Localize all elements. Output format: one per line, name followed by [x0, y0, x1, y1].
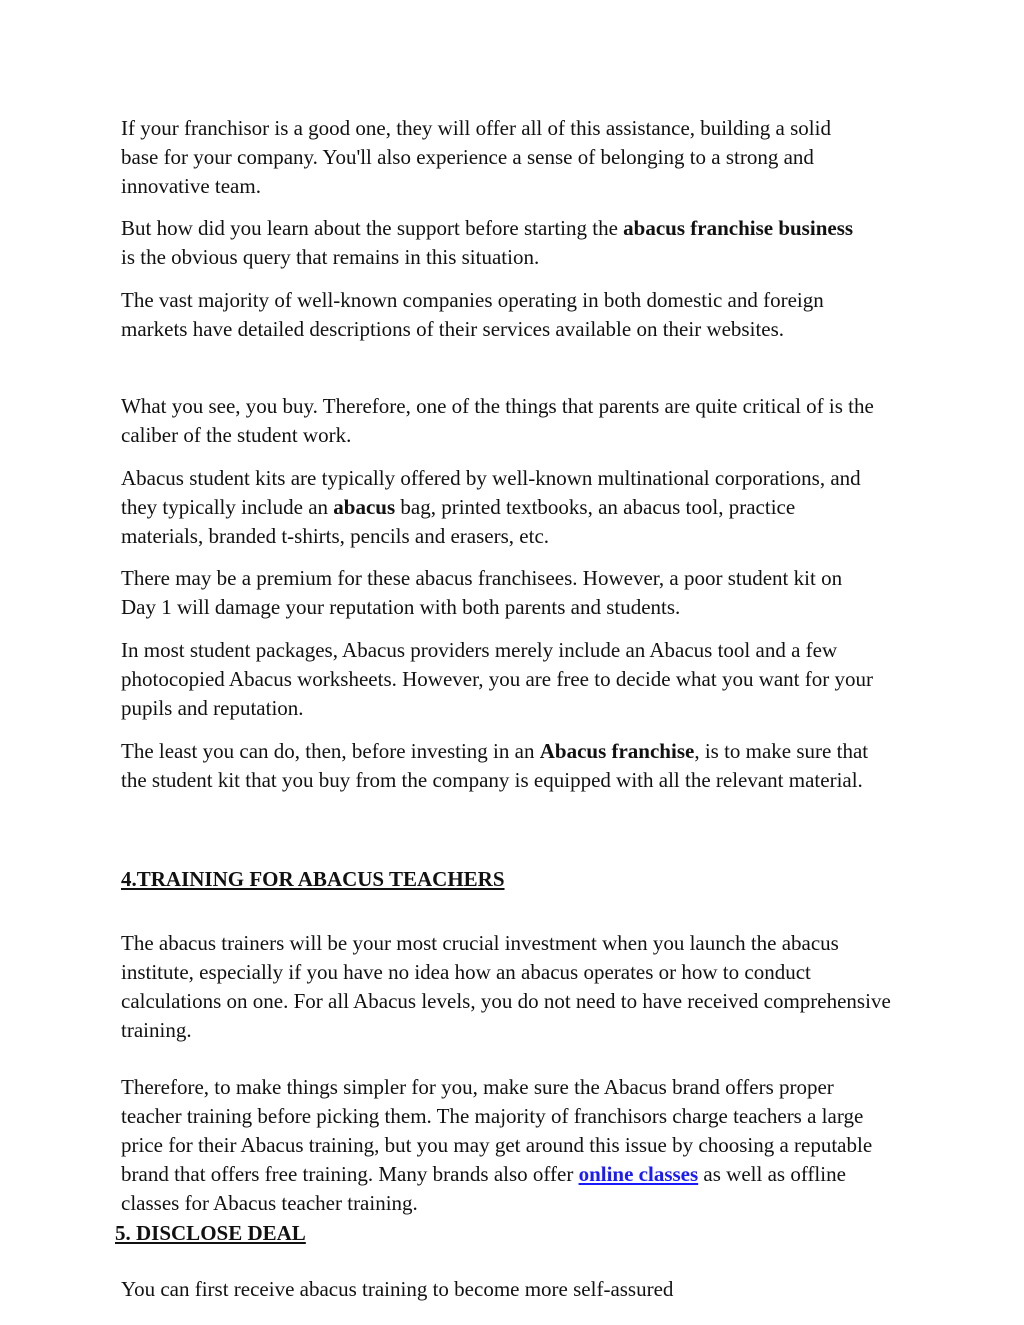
paragraph-text: is the obvious query that remains in this situation. — [121, 245, 540, 269]
paragraph-student-kits — [121, 464, 861, 551]
paragraph-text: , is to make sure that the student kit that you buy from the company is equipped with all the relevant material. — [121, 739, 869, 792]
paragraph-well-known-companies — [121, 286, 861, 344]
paragraph-franchisor-assistance — [121, 114, 861, 201]
paragraph-first-receive — [121, 1275, 881, 1304]
paragraph-what-you-see — [121, 392, 891, 450]
paragraph-text: There may be a premium for these abacus franchisees. However, a poor student kit on Day 1 will damage your reputation with both parents and students. — [121, 566, 843, 619]
bold-keyword: abacus franchise business — [623, 216, 854, 240]
bold-keyword: Abacus franchise — [539, 739, 695, 763]
paragraph-text: The abacus trainers will be your most crucial investment when you launch the abacus institute, especially if you have no idea how an abacus operates or how to conduct calculations on one. For all Abacus levels, you do not need to have received comprehensive training. — [121, 931, 891, 1042]
paragraph-text: The least you can do, then, before investing in an — [121, 739, 540, 763]
paragraph-least-you-can-do — [121, 737, 876, 795]
paragraph-student-packages — [121, 636, 876, 723]
bold-keyword: abacus — [333, 495, 396, 519]
section-heading-training: 4.TRAINING FOR ABACUS TEACHERS — [121, 867, 505, 891]
section-heading-disclose-deal: 5. DISCLOSE DEAL — [115, 1221, 306, 1245]
paragraph-text: bag, printed textbooks, an abacus tool, practice materials, branded t-shirts, pencils and erasers, etc. — [121, 495, 796, 548]
paragraph-text: If your franchisor is a good one, they will offer all of this assistance, building a solid base for your company. You'll also experience a sense of belonging to a strong and innovative team. — [121, 116, 831, 198]
paragraph-text: as well as offline classes for Abacus teacher training. — [121, 1162, 846, 1215]
paragraph-text: Therefore, to make things simpler for you, make sure the Abacus brand offers proper teacher training before picking them. The majority of franchisors charge teachers a large price for their Abacus training, but you may get around this issue by choosing a reputable brand that offers free training. Many brands also offer — [121, 1075, 873, 1186]
paragraph-premium — [121, 564, 876, 622]
paragraph-text: But how did you learn about the support before starting the — [121, 216, 624, 240]
paragraph-text: You can first receive abacus training to become more self-assured — [121, 1277, 674, 1301]
paragraph-text: What you see, you buy. Therefore, one of the things that parents are quite critical of is the caliber of the student work. — [121, 394, 874, 447]
paragraph-teacher-training — [121, 1073, 881, 1218]
paragraph-text: The vast majority of well-known companies operating in both domestic and foreign markets have detailed descriptions of their services available on their websites. — [121, 288, 824, 341]
paragraph-text: Abacus student kits are typically offered by well-known multinational corporations, and they typically include an — [121, 466, 861, 519]
paragraph-text: In most student packages, Abacus providers merely include an Abacus tool and a few photocopied Abacus worksheets. However, you are free to decide what you want for your pupils and reputation. — [121, 638, 874, 720]
paragraph-support-query — [121, 214, 861, 272]
paragraph-abacus-trainers — [121, 929, 891, 1045]
online-classes-link[interactable]: online classes — [578, 1162, 699, 1186]
